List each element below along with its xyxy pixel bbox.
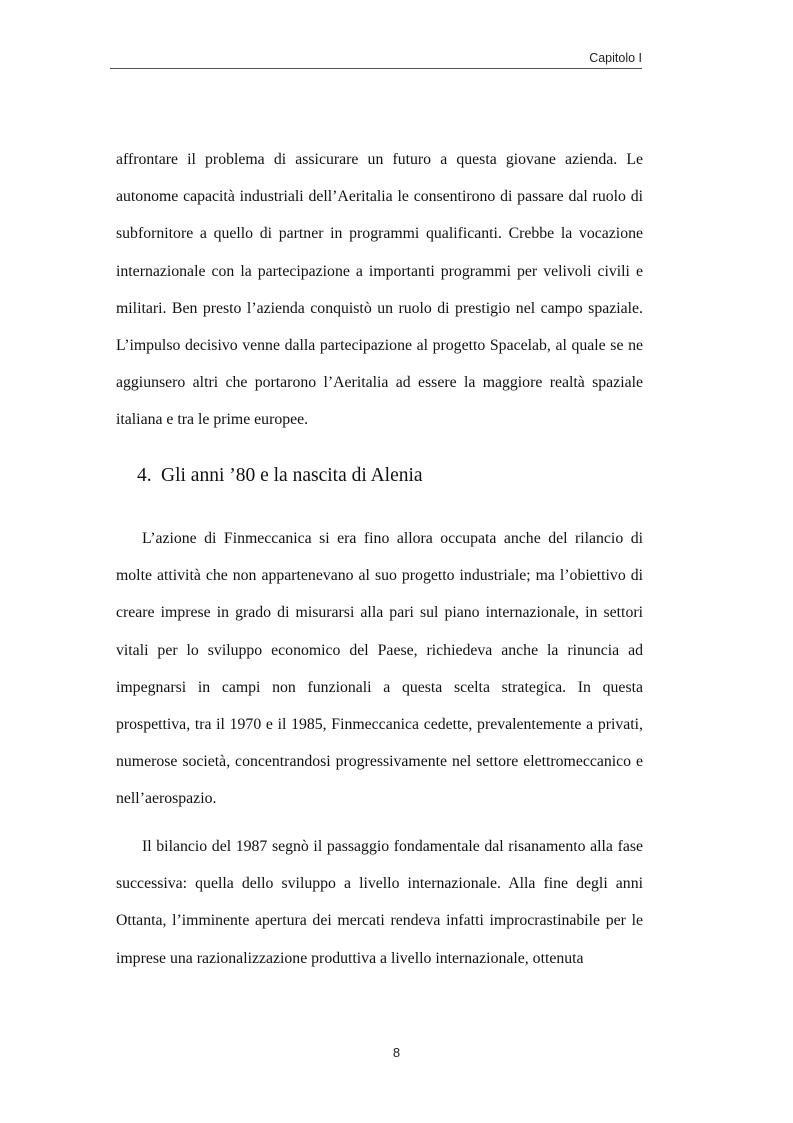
section-title: Gli anni ’80 e la nascita di Alenia <box>161 465 423 486</box>
paragraph-continuation: affrontare il problema di assicurare un futuro a questa giovane azienda. Le autonome capacità industriali dell’Aeritalia le consentirono di passare dal ruolo di subfornitore a quello di partner in programmi qualificanti. Crebbe la vocazione internazionale con la partecipazione a importanti programmi per velivoli civili e militari. Ben presto l’azienda conquistò un ruolo di prestigio nel campo spaziale. L’impulso decisivo venne dalla partecipazione al progetto Spacelab, al quale se ne aggiunsero altri che portarono l’Aeritalia ad essere la maggiore realtà spaziale italiana e tra le prime europee. <box>116 151 643 429</box>
running-header <box>110 49 642 69</box>
paragraph-finmeccanica: L’azione di Finmeccanica si era fino allora occupata anche del rilancio di molte attività che non appartenevano al suo progetto industriale; ma l’obiettivo di creare imprese in grado di misurarsi alla pari sul piano internazionale, in settori vitali per lo sviluppo economico del Paese, richiedeva anche la rinuncia ad impegnarsi in campi non funzionali a questa scelta strategica. In questa prospettiva, tra il 1970 e il 1985, Finmeccanica cedette, prevalentemente a privati, numerose società, concentrandosi progressivamente nel settore elettromeccanico e nell’aerospazio. <box>116 530 643 808</box>
section-number: 4. <box>137 465 152 486</box>
section-heading <box>137 462 423 490</box>
paragraph-bilancio: Il bilancio del 1987 segnò il passaggio fondamentale dal risanamento alla fase successiva: quella dello sviluppo a livello internazionale. Alla fine degli anni Ottanta, l’imminente apertura dei mercati rendeva infatti improcrastinabile per le imprese una razionalizzazione produttiva a livello internazionale, ottenuta <box>116 838 643 967</box>
page-number: 8 <box>392 1045 401 1060</box>
chapter-title: Capitolo I <box>589 51 642 65</box>
